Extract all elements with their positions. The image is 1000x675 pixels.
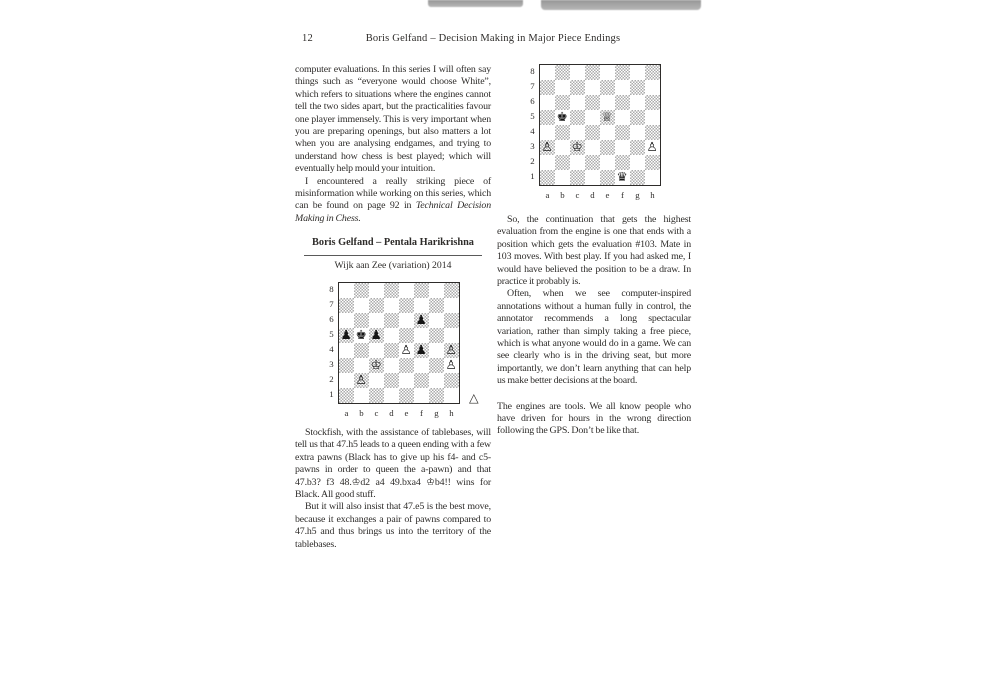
board-square-g1: [630, 170, 645, 185]
rank-label: 2: [530, 156, 535, 166]
chess-diagram-game: [295, 282, 491, 419]
white-king-icon: ♔: [370, 357, 382, 373]
board-square-d3: [585, 140, 600, 155]
board-square-d2: [585, 155, 600, 170]
book-title-italic: Technical Decision Making in Chess.: [295, 200, 491, 224]
black-pawn-icon: ♟: [340, 327, 352, 343]
board-square-b2: [555, 155, 570, 170]
board-square-e6: [600, 95, 615, 110]
game-heading: Boris Gelfand – Pentala Harikrishna: [312, 237, 474, 249]
board-square-a2: [540, 155, 555, 170]
paragraph: But it will also insist that 47.e5 is the best move, because it exchanges a pair of pawns compared to 47.h5 and thus brings us into the territory of the tablebases.: [295, 501, 491, 550]
page-number: 12: [302, 33, 313, 44]
board-square-c3: [369, 358, 384, 373]
board-square-e2: [399, 373, 414, 388]
board-square-h2: [444, 373, 459, 388]
board-square-a4: [540, 125, 555, 140]
board-square-f3: [615, 140, 630, 155]
board-square-d7: [384, 298, 399, 313]
scan-artifact: [428, 0, 523, 7]
board-square-b4: [555, 125, 570, 140]
board-square-b2: [354, 373, 369, 388]
rank-label: 8: [530, 66, 535, 76]
board-square-g7: [630, 80, 645, 95]
rank-label: 7: [530, 81, 535, 91]
board-square-f4: [414, 343, 429, 358]
board-square-h3: [444, 358, 459, 373]
running-header-title: Boris Gelfand – Decision Making in Major Piece Endings: [365, 33, 621, 44]
heading-divider: [304, 255, 482, 256]
file-label: c: [575, 189, 580, 200]
board-square-g5: [630, 110, 645, 125]
board-square-h8: [645, 65, 660, 80]
board-square-d8: [585, 65, 600, 80]
chess-diagram-analysis: [497, 64, 691, 201]
board-square-g8: [429, 283, 444, 298]
board-square-d4: [585, 125, 600, 140]
board-square-e8: [399, 283, 414, 298]
rank-label: 8: [329, 284, 334, 295]
file-label: f: [420, 407, 423, 418]
board-square-f6: [414, 313, 429, 328]
rank-label: 5: [530, 111, 535, 121]
board-square-b3: [555, 140, 570, 155]
board-square-f7: [414, 298, 429, 313]
rank-label: 6: [530, 96, 535, 106]
board-square-g5: [429, 328, 444, 343]
file-label: c: [374, 407, 379, 418]
board-square-f4: [615, 125, 630, 140]
black-pawn-icon: ♟: [370, 327, 382, 343]
board-square-d8: [384, 283, 399, 298]
file-label: b: [560, 189, 565, 200]
rank-label: 1: [530, 171, 535, 181]
board-square-a8: [339, 283, 354, 298]
chess-board: [539, 64, 661, 186]
board-square-b5: [354, 328, 369, 343]
board-square-b7: [354, 298, 369, 313]
board-square-h1: [645, 170, 660, 185]
board-square-f8: [414, 283, 429, 298]
file-label: e: [404, 407, 409, 418]
board-square-f7: [615, 80, 630, 95]
board-square-c2: [369, 373, 384, 388]
board-square-e7: [600, 80, 615, 95]
board-square-d5: [384, 328, 399, 343]
board-square-b8: [555, 65, 570, 80]
file-label: h: [449, 407, 454, 418]
board-square-d3: [384, 358, 399, 373]
board-square-b1: [354, 388, 369, 403]
board-square-f8: [615, 65, 630, 80]
board-square-h8: [444, 283, 459, 298]
board-square-g4: [630, 125, 645, 140]
board-square-e4: [600, 125, 615, 140]
board-square-g7: [429, 298, 444, 313]
board-square-e8: [600, 65, 615, 80]
board-square-h6: [444, 313, 459, 328]
paragraph-text: I encountered a really striking piece of misinformation while working on this series, which can be found on page 92 in: [295, 175, 491, 212]
board-square-g4: [429, 343, 444, 358]
white-pawn-icon: ♙: [355, 372, 367, 388]
white-king-icon: ♔: [571, 139, 583, 155]
board-square-f6: [615, 95, 630, 110]
board-square-g6: [429, 313, 444, 328]
board-square-c5: [570, 110, 585, 125]
board-square-f3: [414, 358, 429, 373]
file-label: a: [545, 189, 550, 200]
board-square-g3: [429, 358, 444, 373]
board-square-g2: [630, 155, 645, 170]
board-square-a4: [339, 343, 354, 358]
board-square-d6: [384, 313, 399, 328]
paragraph: Often, when we see computer-inspired annotations without a human fully in control, the annotator recommends a long spectacular variation, rather than simply taking a free piece, which is what anyone would do in a game. We can see clearly who is in the driving seat, but more importantly, we don’t learn anything that can help us make better decisions at the board.: [497, 288, 691, 387]
board-square-b8: [354, 283, 369, 298]
board-square-b5: [555, 110, 570, 125]
paragraph: The engines are tools. We all know people who have driven for hours in the wrong direction following the GPS. Don’t be like that.: [497, 400, 691, 437]
rank-label: 1: [329, 389, 334, 400]
board-square-b6: [555, 95, 570, 110]
board-square-d1: [585, 170, 600, 185]
board-square-e3: [399, 358, 414, 373]
board-square-h4: [444, 343, 459, 358]
board-square-g2: [429, 373, 444, 388]
white-pawn-icon: ♙: [541, 139, 553, 155]
board-square-h1: [444, 388, 459, 403]
board-square-e1: [600, 170, 615, 185]
game-subheading: Wijk aan Zee (variation) 2014: [334, 259, 452, 271]
file-label: f: [621, 189, 624, 200]
board-square-a5: [339, 328, 354, 343]
board-square-g3: [630, 140, 645, 155]
game-position: [326, 282, 479, 419]
board-square-g8: [630, 65, 645, 80]
board-square-a3: [540, 140, 555, 155]
board-square-c2: [570, 155, 585, 170]
board-square-h5: [645, 110, 660, 125]
board-square-a2: [339, 373, 354, 388]
black-king-icon: ♚: [355, 327, 367, 343]
board-square-a8: [540, 65, 555, 80]
board-square-h7: [645, 80, 660, 95]
white-pawn-icon: ♙: [646, 139, 658, 155]
board-square-d5: [585, 110, 600, 125]
rank-label: 7: [329, 299, 334, 310]
board-square-f1: [414, 388, 429, 403]
left-column: [295, 64, 491, 551]
board-square-d1: [384, 388, 399, 403]
board-square-a1: [540, 170, 555, 185]
board-square-g1: [429, 388, 444, 403]
paragraph: Stockfish, with the assistance of tablebases, will tell us that 47.h5 leads to a queen ending with a few extra pawns (Black has to give up his f4- and c5-pawns in order to queen the a-pawn) and that 47.b3? f3 48.♔d2 a4 49.bxa4 ♔b4!! wins for Black. All good stuff.: [295, 427, 491, 501]
board-square-e7: [399, 298, 414, 313]
file-label: g: [434, 407, 439, 418]
paragraph: [295, 176, 491, 226]
board-square-e6: [399, 313, 414, 328]
file-label: d: [389, 407, 394, 418]
rank-label: 2: [329, 374, 334, 385]
scan-artifact: [541, 0, 701, 10]
board-square-a5: [540, 110, 555, 125]
board-square-c8: [369, 283, 384, 298]
black-queen-icon: ♛: [616, 169, 628, 185]
file-label: h: [650, 189, 655, 200]
rank-label: 4: [530, 126, 535, 136]
board-square-f5: [414, 328, 429, 343]
board-square-e4: [399, 343, 414, 358]
board-square-c4: [369, 343, 384, 358]
board-square-b4: [354, 343, 369, 358]
board-square-a1: [339, 388, 354, 403]
analysis-position: [527, 64, 662, 201]
board-square-f2: [615, 155, 630, 170]
file-label: e: [605, 189, 610, 200]
board-square-a6: [540, 95, 555, 110]
board-square-d7: [585, 80, 600, 95]
white-pawn-icon: ♙: [445, 357, 457, 373]
white-pawn-icon: ♙: [445, 342, 457, 358]
board-square-h2: [645, 155, 660, 170]
board-square-a7: [339, 298, 354, 313]
paragraph: computer evaluations. In this series I will often say things such as “everyone would choose White”, which refers to situations where the engines cannot tell the two sides apart, but the practicalities favour one player immensely. This is very important when you are preparing openings, but also matters a lot when you are analysing endgames, and trying to understand how chess is best played; which will eventually help mould your intuition.: [295, 64, 491, 175]
white-pawn-icon: ♙: [400, 342, 412, 358]
board-square-c1: [369, 388, 384, 403]
rank-label: 5: [329, 329, 334, 340]
board-square-c6: [570, 95, 585, 110]
board-square-d2: [384, 373, 399, 388]
board-square-c7: [570, 80, 585, 95]
rank-label: 3: [329, 359, 334, 370]
right-column: [497, 64, 691, 438]
board-square-g6: [630, 95, 645, 110]
board-square-f1: [615, 170, 630, 185]
board-square-b1: [555, 170, 570, 185]
board-square-e3: [600, 140, 615, 155]
board-square-a3: [339, 358, 354, 373]
board-square-c1: [570, 170, 585, 185]
board-square-a7: [540, 80, 555, 95]
file-label: g: [635, 189, 640, 200]
board-square-f5: [615, 110, 630, 125]
board-square-a6: [339, 313, 354, 328]
board-square-c7: [369, 298, 384, 313]
board-square-h6: [645, 95, 660, 110]
board-square-b6: [354, 313, 369, 328]
board-square-d4: [384, 343, 399, 358]
board-square-c5: [369, 328, 384, 343]
board-square-c4: [570, 125, 585, 140]
board-square-c6: [369, 313, 384, 328]
board-square-h7: [444, 298, 459, 313]
black-pawn-icon: ♟: [415, 342, 427, 358]
rank-label: 6: [329, 314, 334, 325]
board-square-f2: [414, 373, 429, 388]
board-square-d6: [585, 95, 600, 110]
white-queen-icon: ♕: [601, 109, 613, 125]
board-square-h3: [645, 140, 660, 155]
board-square-h4: [645, 125, 660, 140]
chess-board: [338, 282, 460, 404]
file-label: a: [344, 407, 349, 418]
black-king-icon: ♚: [556, 109, 568, 125]
board-square-e5: [399, 328, 414, 343]
board-square-c3: [570, 140, 585, 155]
file-label: b: [359, 407, 364, 418]
board-square-b7: [555, 80, 570, 95]
board-square-c8: [570, 65, 585, 80]
paragraph: So, the continuation that gets the highest evaluation from the engine is one that ends with a position which gets the evaluation #103. Mate in 103 moves. With best play. If you had asked me, I would have believed the position to be a draw. In practice it probably is.: [497, 213, 691, 287]
file-label: d: [590, 189, 595, 200]
board-square-e1: [399, 388, 414, 403]
black-pawn-icon: ♟: [415, 312, 427, 328]
rank-label: 3: [530, 141, 535, 151]
board-square-h5: [444, 328, 459, 343]
white-to-move-indicator: △: [469, 389, 479, 405]
rank-label: 4: [329, 344, 334, 355]
board-square-b3: [354, 358, 369, 373]
board-square-e2: [600, 155, 615, 170]
board-square-e5: [600, 110, 615, 125]
